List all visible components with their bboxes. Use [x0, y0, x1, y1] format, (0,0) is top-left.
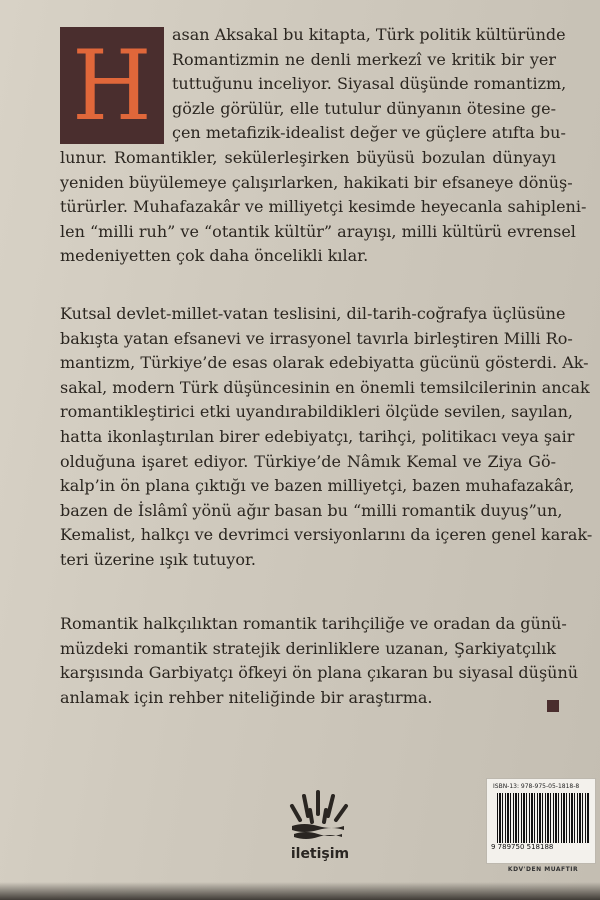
text-line: tuttuğunu inceliyor. Siyasal düşünde romantizm, [172, 74, 567, 94]
text-line: medeniyetten çok daha öncelikli kılar. [60, 246, 369, 266]
isbn-text: ISBN-13: 978-975-05-1818-8 [493, 783, 580, 790]
text-line: karşısında Garbiyatçı öfkeyi ön plana çıkaran bu siyasal düşünü [60, 663, 579, 683]
text-line: bazen de İslâmî yönü ağır basan bu “milli romantik duyuş”un, [60, 500, 563, 520]
text-line: lunur. Romantikler, sekülerleşirken büyüsü bozulan dünyayı [60, 147, 556, 167]
text-line: Romantik halkçılıktan romantik tarihçiliğe ve oradan da günü- [60, 614, 567, 633]
text-line: çen metafizik-idealist değer ve güçlere atıfta bu- [172, 123, 566, 143]
barcode-label [486, 778, 596, 864]
text-line: yeniden büyülemeye çalışırlarken, hakikati bir efsaneye dönüş- [60, 172, 573, 192]
text-line: hatta ikonlaştırılan birer edebiyatçı, tarihçi, politikacı veya şair [60, 426, 575, 446]
text-line: sakal, modern Türk düşüncesinin en önemli temsilcilerinin ancak [60, 377, 590, 397]
text-line: Romantizmin ne denli merkezî ve kritik bir yer [172, 49, 556, 69]
text-line: olduğuna işaret ediyor. Türkiye’de Nâmık Kemal ve Ziya Gö- [60, 451, 556, 471]
barcode-bars [497, 793, 589, 843]
text-line: gözle görülür, elle tutulur dünyanın ötesine ge- [172, 98, 556, 118]
text-line: bakışta yatan efsanevi ve irrasyonel tavırla birleştiren Milli Ro- [60, 328, 573, 348]
paragraph-romanticism [60, 302, 593, 573]
barcode-digits: 9 789750 518188 [491, 843, 554, 851]
text-line: kalp’in ön plana çıktığı ve bazen milliyetçi, bazen muhafazakâr, [60, 476, 575, 496]
text-line: müzdeki romantik stratejik derinliklere uzanan, Şarkiyatçılık [60, 638, 556, 658]
bottom-shadow [0, 882, 600, 900]
text-line: Kutsal devlet-millet-vatan teslisini, dil-tarih-coğrafya üçlüsüne [60, 304, 566, 323]
paragraph-closing [60, 612, 579, 710]
tax-exempt-note: KDV'DEN MUAFTIR [507, 866, 579, 873]
text-line: teri üzerine ışık tutuyor. [60, 549, 256, 569]
publisher-name: iletişim [290, 846, 350, 862]
text-line: türürler. Muhafazakâr ve milliyetçi kesimde heyecanla sahipleni- [60, 197, 587, 217]
text-line: anlamak için rehber niteliğinde bir araştırma. [60, 687, 433, 707]
text-line: len “milli ruh” ve “otantik kültür” arayışı, milli kültürü evrensel [60, 221, 576, 241]
text-line: asan Aksakal bu kitapta, Türk politik kültüründe [172, 25, 566, 44]
text-line: Kemalist, halkçı ve devrimci versiyonlarını da içeren genel karak- [60, 525, 593, 545]
end-square-mark [547, 700, 559, 712]
text-line: mantizm, Türkiye’de esas olarak edebiyatta gücünü gösterdi. Ak- [60, 353, 589, 373]
publisher-logo [278, 782, 362, 882]
paragraph-intro [60, 23, 587, 269]
publisher-rays-icon [278, 782, 362, 844]
drop-cap-letter: H [72, 29, 152, 142]
text-line: romantikleştirici etki uyandırabildikleri ölçüde sevilen, sayılan, [60, 402, 573, 422]
